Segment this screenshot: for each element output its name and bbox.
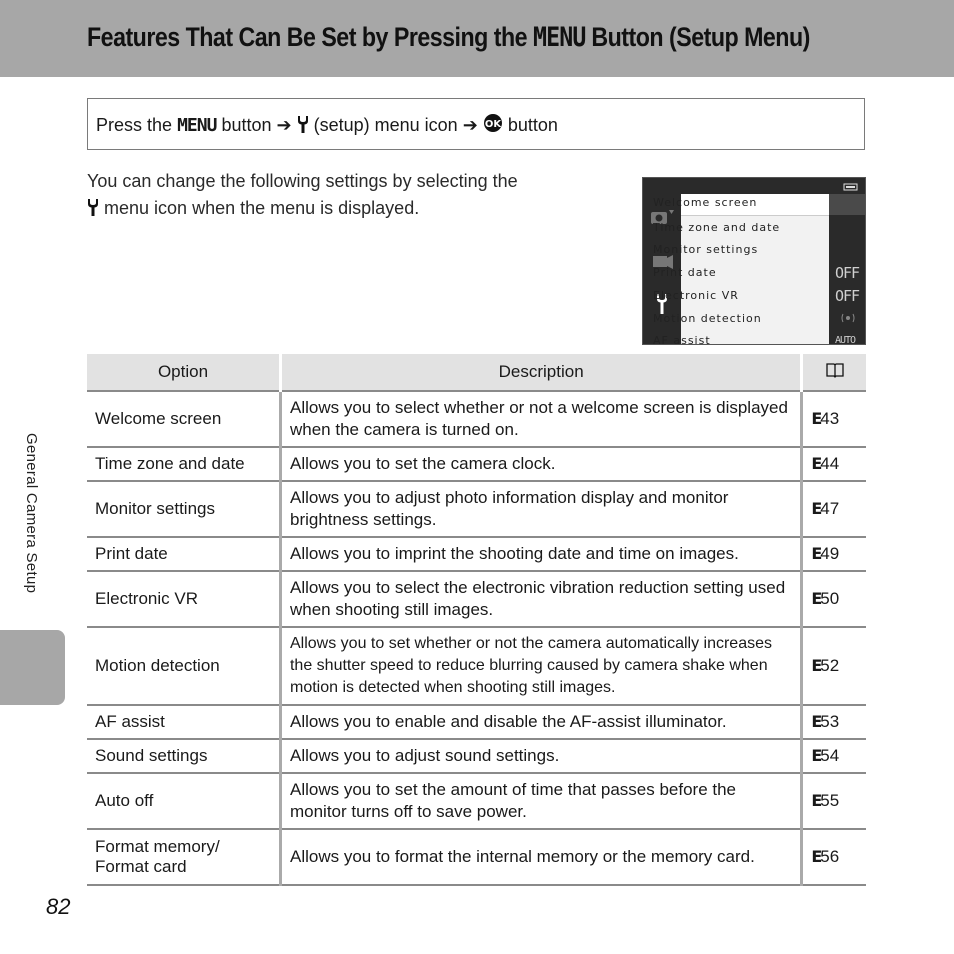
screen-item: Monitor settings [653, 243, 759, 256]
table-row [87, 627, 866, 705]
e-reference-icon: E [811, 454, 821, 473]
ok-button-icon [483, 113, 503, 138]
table-row [87, 829, 866, 885]
e-reference-icon: E [811, 712, 821, 731]
row-reference [802, 829, 866, 885]
row-reference-page[interactable]: 43 [820, 409, 840, 428]
row-option: Monitor settings [87, 481, 280, 537]
table-row [87, 447, 866, 481]
row-option [87, 829, 280, 885]
instruction-press: Press the [96, 115, 173, 135]
row-reference-page[interactable]: 55 [820, 791, 840, 810]
row-description: Allows you to adjust photo information display and monitor brightness settings. [280, 481, 801, 537]
row-reference-page[interactable]: 50 [820, 589, 840, 608]
row-description: Allows you to set the amount of time that passes before the monitor turns off to save power. [280, 773, 801, 829]
row-option: Auto off [87, 773, 280, 829]
table-row [87, 571, 866, 627]
header-option: Option [87, 354, 280, 391]
motion-detection-icon [841, 312, 855, 324]
table-row [87, 481, 866, 537]
row-reference-page[interactable]: 56 [820, 847, 840, 866]
page-title [87, 22, 810, 53]
row-reference [802, 571, 866, 627]
e-reference-icon: E [811, 656, 821, 675]
title-text-start: Features That Can Be Set by Pressing the [87, 22, 528, 52]
screen-item: Print date [653, 266, 717, 279]
row-description: Allows you to format the internal memory or the memory card. [280, 829, 801, 885]
row-description: Allows you to select the electronic vibration reduction setting used when shooting still images. [280, 571, 801, 627]
settings-table [87, 354, 866, 886]
e-reference-icon: E [811, 499, 821, 518]
row-option: Sound settings [87, 739, 280, 773]
arrow-icon-2: ➔ [462, 115, 478, 135]
row-reference-page[interactable]: 52 [820, 656, 840, 675]
row-reference-page[interactable]: 54 [820, 746, 840, 765]
row-option-line-2: Format card [95, 857, 187, 876]
row-option: Motion detection [87, 627, 280, 705]
svg-text:OK: OK [484, 119, 501, 130]
row-reference [802, 537, 866, 571]
row-reference-page[interactable]: 53 [820, 712, 840, 731]
row-option: Electronic VR [87, 571, 280, 627]
row-reference [802, 391, 866, 447]
row-description: Allows you to imprint the shooting date and time on images. [280, 537, 801, 571]
row-description: Allows you to set whether or not the camera automatically increases the shutter speed to reduce blurring caused by camera shake when motion is detected when shooting still images. [280, 627, 801, 705]
screen-item: AF assist [653, 334, 711, 345]
intro-line-2: menu icon when the menu is displayed. [104, 198, 420, 218]
arrow-icon: ➔ [276, 115, 292, 135]
wrench-icon [297, 116, 309, 138]
row-reference [802, 773, 866, 829]
instruction-box [87, 98, 865, 150]
row-description: Allows you to adjust sound settings. [280, 739, 801, 773]
screen-item: Time zone and date [653, 221, 781, 234]
instruction-setup: (setup) menu icon [313, 115, 458, 135]
header-description: Description [280, 354, 801, 391]
row-reference [802, 739, 866, 773]
row-description: Allows you to select whether or not a welcome screen is displayed when the camera is turned on. [280, 391, 801, 447]
row-reference [802, 627, 866, 705]
screen-value: OFF [835, 287, 860, 305]
row-reference-page[interactable]: 49 [820, 544, 840, 563]
camera-menu-screenshot [642, 177, 866, 345]
menu-button-glyph: MENU [532, 22, 586, 53]
row-reference [802, 481, 866, 537]
e-reference-icon: E [811, 589, 821, 608]
e-reference-icon: E [811, 746, 821, 765]
book-icon [825, 363, 845, 382]
row-reference-page[interactable]: 47 [820, 499, 840, 518]
row-option: Welcome screen [87, 391, 280, 447]
title-text-end: Button (Setup Menu) [591, 22, 810, 52]
intro-paragraph [87, 168, 567, 224]
section-tab [0, 630, 65, 705]
wrench-icon [87, 197, 99, 224]
row-reference [802, 705, 866, 739]
table-row [87, 773, 866, 829]
screen-value: OFF [835, 264, 860, 282]
screen-right-selected [829, 194, 866, 215]
table-row [87, 391, 866, 447]
e-reference-icon: E [811, 544, 821, 563]
page-header [0, 0, 954, 77]
screen-item: Electronic VR [653, 289, 739, 302]
e-reference-icon: E [811, 847, 821, 866]
instruction-button: button [221, 115, 272, 135]
instruction-text [96, 113, 558, 138]
intro-line-1: You can change the following settings by selecting the [87, 171, 518, 191]
screen-top-bar [681, 178, 866, 194]
row-option: Print date [87, 537, 280, 571]
menu-glyph: MENU [177, 115, 217, 136]
row-option-line-1: Format memory/ [95, 837, 220, 856]
table-row [87, 705, 866, 739]
screen-value: AUTO [835, 335, 856, 345]
row-option: Time zone and date [87, 447, 280, 481]
row-reference [802, 447, 866, 481]
battery-icon [681, 178, 866, 194]
header-reference [802, 354, 866, 391]
section-side-label: General Camera Setup [23, 433, 40, 594]
intro-line-2-wrap [87, 195, 567, 224]
row-option: AF assist [87, 705, 280, 739]
table-row [87, 537, 866, 571]
e-reference-icon: E [811, 791, 821, 810]
screen-item: Welcome screen [653, 196, 758, 209]
table-header-row [87, 354, 866, 391]
row-description: Allows you to enable and disable the AF-assist illuminator. [280, 705, 801, 739]
row-reference-page[interactable]: 44 [820, 454, 840, 473]
row-description: Allows you to set the camera clock. [280, 447, 801, 481]
e-reference-icon: E [811, 409, 821, 428]
instruction-button-end: button [507, 115, 558, 135]
table-row [87, 739, 866, 773]
page-number: 82 [46, 894, 71, 919]
screen-item: Motion detection [653, 312, 762, 325]
